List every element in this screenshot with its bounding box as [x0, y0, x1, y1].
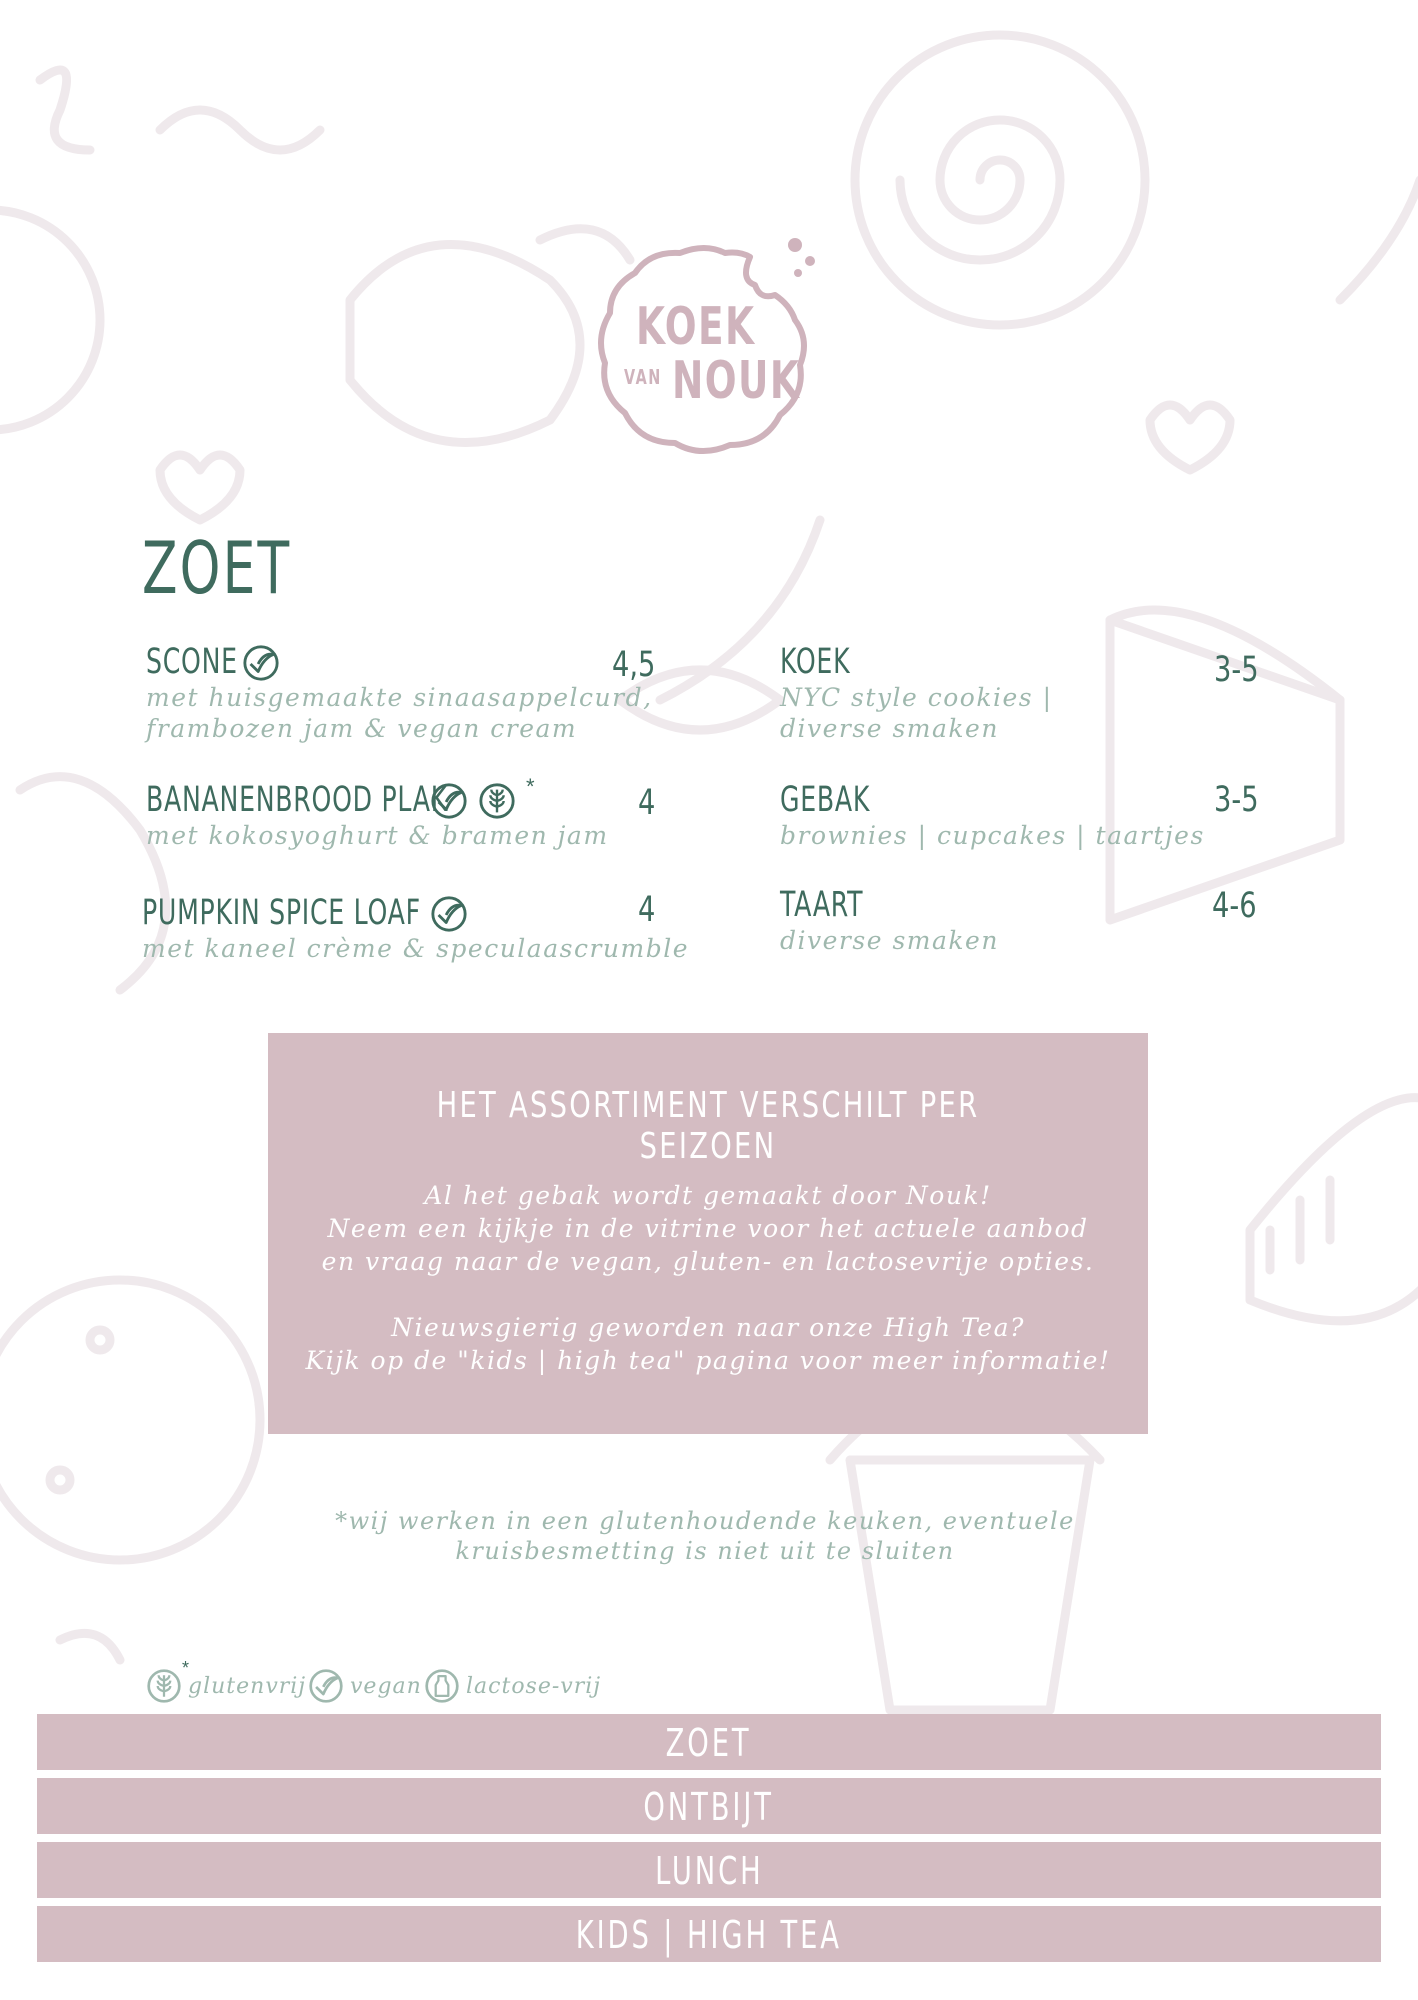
- section-title: ZOET: [142, 526, 292, 610]
- nav-tab-kids-high-tea[interactable]: KIDS | HIGH TEA: [37, 1906, 1381, 1962]
- nav-tab-zoet[interactable]: ZOET: [37, 1714, 1381, 1770]
- item-description: met huisgemaakte sinaasappelcurd, frambozen jam & vegan cream: [146, 683, 653, 743]
- item-price-taart: 4-6: [1212, 886, 1257, 926]
- item-price-bananenbrood: 4: [638, 783, 656, 823]
- item-name: KOEK: [780, 642, 851, 682]
- legend-label: lactose-vrij: [466, 1673, 602, 1699]
- item-description: met kaneel crème & speculaascrumble: [142, 934, 689, 963]
- logo-text-nouk: NOUK: [672, 351, 801, 411]
- legend-vegan: [308, 1668, 422, 1704]
- item-price-koek: 3-5: [1214, 650, 1259, 690]
- menu-item-taart: [780, 885, 999, 956]
- koek-van-nouk-logo: [590, 235, 830, 475]
- glutenfree-icon: [478, 782, 516, 820]
- logo-text-van: VAN: [624, 365, 662, 389]
- info-paragraph-1: Al het gebak wordt gemaakt door Nouk! Neem een kijkje in de vitrine voor het actuele aanbod en vraag naar de vegan, gluten- en lactosevrije opties.: [321, 1181, 1095, 1276]
- item-description: brownies | cupcakes | taartjes: [780, 821, 1205, 850]
- item-name: TAART: [780, 885, 864, 925]
- glutenfree-icon: [146, 1668, 182, 1704]
- legend-lactose-free: [424, 1668, 601, 1704]
- item-price-scone: 4,5: [612, 645, 656, 685]
- item-price-pumpkin-spice-loaf: 4: [638, 890, 656, 930]
- legend-glutenfree: [146, 1658, 307, 1704]
- menu-item-pumpkin-spice-loaf: [142, 893, 689, 964]
- menu-item-scone: [146, 642, 656, 744]
- item-name: PUMPKIN SPICE LOAF: [142, 893, 421, 933]
- item-name: BANANENBROOD PLAK: [146, 780, 448, 820]
- legend-label: vegan: [350, 1673, 422, 1699]
- vegan-icon: [430, 782, 468, 820]
- item-price-gebak: 3-5: [1214, 780, 1259, 820]
- info-box: [268, 1033, 1148, 1434]
- item-description: met kokosyoghurt & bramen jam: [146, 821, 609, 850]
- logo-text-koek: KOEK: [636, 297, 756, 357]
- nav-tab-lunch[interactable]: LUNCH: [37, 1842, 1381, 1898]
- legend-label: glutenvrij: [188, 1673, 307, 1699]
- nav-tab-ontbijt[interactable]: ONTBIJT: [37, 1778, 1381, 1834]
- milk-bottle-icon: [424, 1668, 460, 1704]
- item-name: SCONE: [146, 642, 238, 682]
- footnote-mark: *: [182, 1658, 190, 1678]
- footnote-mark: *: [526, 774, 535, 799]
- item-description: NYC style cookies | diverse smaken: [780, 683, 1053, 743]
- vegan-icon: [242, 644, 280, 682]
- info-title: HET ASSORTIMENT VERSCHILT PER SEIZOEN: [436, 1085, 980, 1167]
- info-paragraph-2: Nieuwsgierig geworden naar onze High Tea? Kijk op de "kids | high tea" pagina voor meer informatie!: [305, 1313, 1111, 1375]
- menu-item-koek: [780, 642, 1053, 744]
- vegan-icon: [430, 895, 468, 933]
- item-description: diverse smaken: [780, 926, 999, 955]
- vegan-icon: [308, 1668, 344, 1704]
- item-name: GEBAK: [780, 780, 871, 820]
- menu-item-bananenbrood: [146, 774, 609, 851]
- menu-item-gebak: [780, 780, 1205, 851]
- gluten-footnote: *wij werken in een glutenhoudende keuken, eventuele kruisbesmetting is niet uit te sluiten: [335, 1507, 1075, 1565]
